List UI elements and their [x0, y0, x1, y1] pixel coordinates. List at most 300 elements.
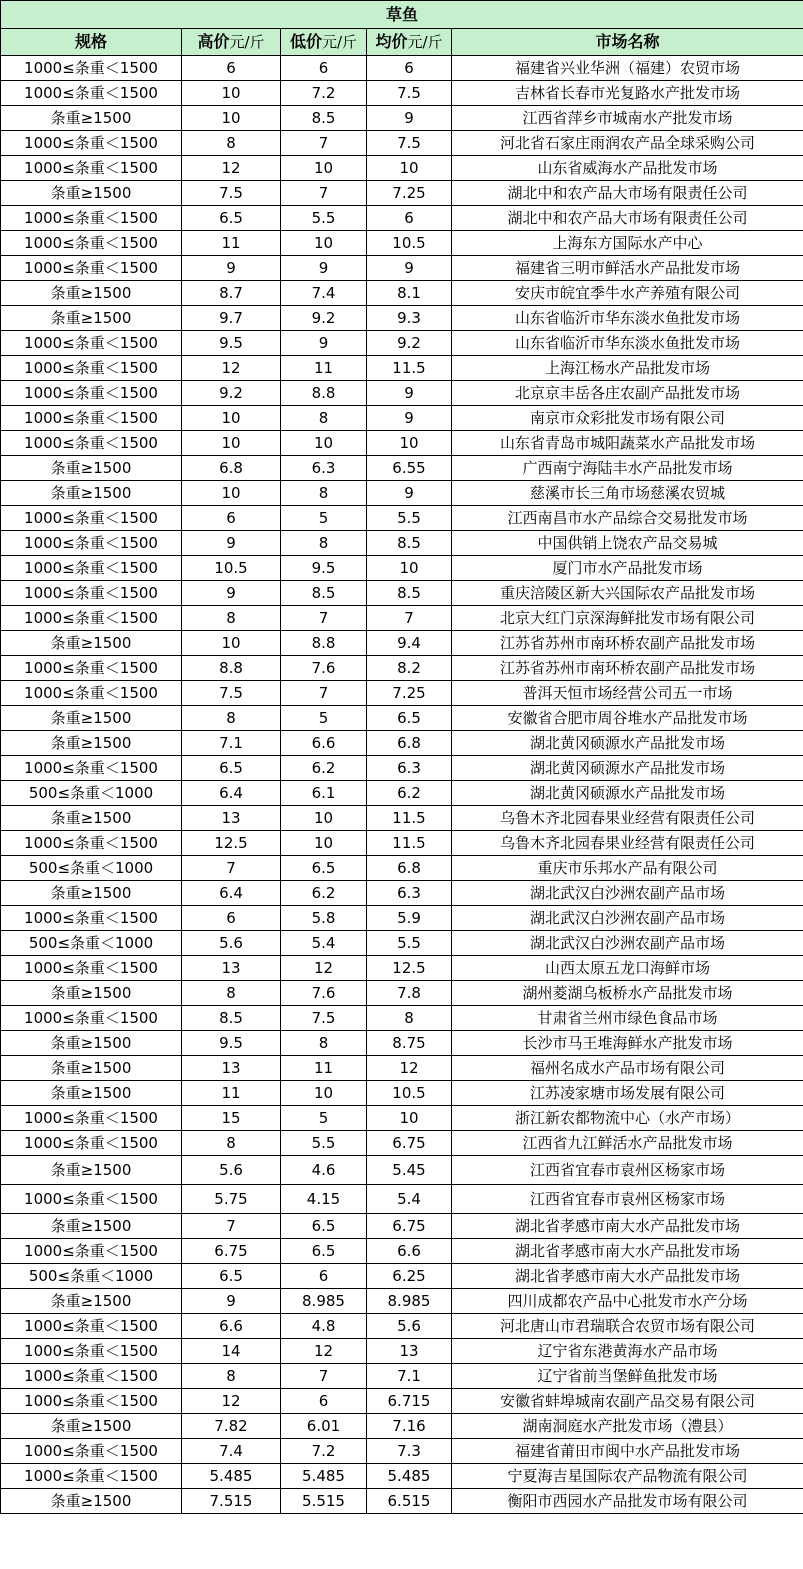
cell-avg-price: 9 [367, 106, 452, 131]
cell-spec: 1000≤条重＜1500 [1, 581, 182, 606]
cell-high-price: 9.2 [182, 381, 281, 406]
cell-high-price: 14 [182, 1339, 281, 1364]
cell-spec: 1000≤条重＜1500 [1, 381, 182, 406]
cell-low-price: 8.985 [281, 1289, 367, 1314]
table-row [1, 806, 803, 831]
cell-low-price: 8 [281, 481, 367, 506]
cell-avg-price: 9 [367, 406, 452, 431]
cell-low-price: 6 [281, 1264, 367, 1289]
cell-spec: 1000≤条重＜1500 [1, 1006, 182, 1031]
table-row [1, 381, 803, 406]
cell-avg-price: 9 [367, 256, 452, 281]
cell-market: 湖北中和农产品大市场有限责任公司 [452, 181, 803, 206]
cell-low-price: 5.5 [281, 206, 367, 231]
cell-spec: 1000≤条重＜1500 [1, 1131, 182, 1156]
cell-low-price: 7.4 [281, 281, 367, 306]
cell-spec: 1000≤条重＜1500 [1, 56, 182, 81]
cell-spec: 1000≤条重＜1500 [1, 1464, 182, 1489]
cell-low-price: 8.8 [281, 381, 367, 406]
cell-high-price: 6.8 [182, 456, 281, 481]
title-row [1, 1, 803, 29]
cell-low-price: 8.8 [281, 631, 367, 656]
cell-spec: 500≤条重＜1000 [1, 781, 182, 806]
cell-avg-price: 5.485 [367, 1464, 452, 1489]
cell-avg-price: 11.5 [367, 806, 452, 831]
cell-market: 乌鲁木齐北园春果业经营有限责任公司 [452, 831, 803, 856]
cell-avg-price: 6.8 [367, 856, 452, 881]
cell-low-price: 6.2 [281, 881, 367, 906]
cell-high-price: 6.5 [182, 206, 281, 231]
cell-high-price: 10 [182, 631, 281, 656]
cell-spec: 1000≤条重＜1500 [1, 1439, 182, 1464]
cell-avg-price: 5.4 [367, 1185, 452, 1214]
cell-spec: 1000≤条重＜1500 [1, 356, 182, 381]
cell-spec: 1000≤条重＜1500 [1, 681, 182, 706]
cell-spec: 1000≤条重＜1500 [1, 606, 182, 631]
cell-high-price: 12 [182, 1389, 281, 1414]
cell-high-price: 7.4 [182, 1439, 281, 1464]
table-row [1, 206, 803, 231]
cell-high-price: 13 [182, 806, 281, 831]
cell-market: 山西太原五龙口海鲜市场 [452, 956, 803, 981]
header-spec: 规格 [1, 29, 182, 56]
cell-avg-price: 6.5 [367, 706, 452, 731]
cell-avg-price: 12.5 [367, 956, 452, 981]
cell-market: 长沙市马王堆海鲜水产批发市场 [452, 1031, 803, 1056]
cell-avg-price: 10 [367, 156, 452, 181]
cell-market: 辽宁省东港黄海水产品市场 [452, 1339, 803, 1364]
cell-low-price: 7 [281, 1364, 367, 1389]
cell-spec: 1000≤条重＜1500 [1, 81, 182, 106]
cell-spec: 1000≤条重＜1500 [1, 1314, 182, 1339]
cell-high-price: 9 [182, 581, 281, 606]
cell-high-price: 8.8 [182, 656, 281, 681]
header-avg-label: 均价 [375, 32, 408, 51]
cell-spec: 1000≤条重＜1500 [1, 1339, 182, 1364]
cell-market: 安徽省蚌埠城南农副产品交易有限公司 [452, 1389, 803, 1414]
table-row [1, 431, 803, 456]
cell-high-price: 5.485 [182, 1464, 281, 1489]
cell-market: 湖北中和农产品大市场有限责任公司 [452, 206, 803, 231]
cell-low-price: 5 [281, 1106, 367, 1131]
cell-low-price: 7 [281, 131, 367, 156]
cell-spec: 500≤条重＜1000 [1, 931, 182, 956]
cell-high-price: 6 [182, 56, 281, 81]
cell-low-price: 10 [281, 231, 367, 256]
table-row [1, 906, 803, 931]
table-row [1, 481, 803, 506]
cell-avg-price: 6.515 [367, 1489, 452, 1514]
table-row [1, 1056, 803, 1081]
table-row [1, 681, 803, 706]
cell-low-price: 10 [281, 831, 367, 856]
cell-market: 厦门市水产品批发市场 [452, 556, 803, 581]
table-row [1, 1006, 803, 1031]
cell-market: 湖北省孝感市南大水产品批发市场 [452, 1239, 803, 1264]
header-low-label: 低价 [289, 32, 322, 51]
cell-low-price: 5.8 [281, 906, 367, 931]
cell-market: 山东省威海水产品批发市场 [452, 156, 803, 181]
cell-avg-price: 7.5 [367, 131, 452, 156]
cell-low-price: 5.485 [281, 1464, 367, 1489]
cell-low-price: 4.6 [281, 1156, 367, 1185]
table-row [1, 1464, 803, 1489]
cell-avg-price: 8.5 [367, 531, 452, 556]
cell-spec: 1000≤条重＜1500 [1, 206, 182, 231]
cell-avg-price: 7.1 [367, 1364, 452, 1389]
cell-high-price: 7.515 [182, 1489, 281, 1514]
table-row [1, 856, 803, 881]
table-row [1, 831, 803, 856]
table-row [1, 1289, 803, 1314]
cell-market: 江苏凌家塘市场发展有限公司 [452, 1081, 803, 1106]
table-row [1, 981, 803, 1006]
cell-high-price: 9.5 [182, 331, 281, 356]
cell-high-price: 6.75 [182, 1239, 281, 1264]
cell-avg-price: 8.2 [367, 656, 452, 681]
cell-high-price: 12 [182, 356, 281, 381]
cell-low-price: 7.2 [281, 81, 367, 106]
cell-spec: 条重≥1500 [1, 1081, 182, 1106]
table-row [1, 1214, 803, 1239]
cell-market: 河北省石家庄雨润农产品全球采购公司 [452, 131, 803, 156]
table-row [1, 556, 803, 581]
table-row [1, 1414, 803, 1439]
cell-market: 湖北黄冈硕源水产品批发市场 [452, 756, 803, 781]
cell-high-price: 7.5 [182, 681, 281, 706]
cell-high-price: 9.7 [182, 306, 281, 331]
cell-market: 江苏省苏州市南环桥农副产品批发市场 [452, 631, 803, 656]
cell-high-price: 6.4 [182, 881, 281, 906]
cell-spec: 条重≥1500 [1, 1489, 182, 1514]
table-row [1, 531, 803, 556]
cell-avg-price: 5.45 [367, 1156, 452, 1185]
cell-low-price: 9 [281, 256, 367, 281]
table-row [1, 581, 803, 606]
cell-spec: 条重≥1500 [1, 1156, 182, 1185]
cell-high-price: 9 [182, 256, 281, 281]
cell-low-price: 6.5 [281, 856, 367, 881]
cell-spec: 1000≤条重＜1500 [1, 556, 182, 581]
cell-market: 湖北武汉白沙洲农副产品市场 [452, 931, 803, 956]
cell-avg-price: 8.75 [367, 1031, 452, 1056]
cell-market: 江西省宜春市袁州区杨家市场 [452, 1156, 803, 1185]
table-row [1, 1185, 803, 1214]
table-row [1, 106, 803, 131]
cell-high-price: 12 [182, 156, 281, 181]
cell-avg-price: 9 [367, 481, 452, 506]
cell-spec: 条重≥1500 [1, 1289, 182, 1314]
cell-low-price: 6.5 [281, 1214, 367, 1239]
cell-market: 湖南洞庭水产批发市场（澧县） [452, 1414, 803, 1439]
cell-high-price: 8 [182, 1131, 281, 1156]
cell-avg-price: 11.5 [367, 831, 452, 856]
cell-high-price: 5.6 [182, 1156, 281, 1185]
cell-low-price: 5 [281, 506, 367, 531]
cell-market: 上海东方国际水产中心 [452, 231, 803, 256]
cell-low-price: 11 [281, 356, 367, 381]
cell-high-price: 8 [182, 981, 281, 1006]
cell-avg-price: 10 [367, 1106, 452, 1131]
cell-high-price: 10 [182, 106, 281, 131]
cell-high-price: 11 [182, 231, 281, 256]
cell-spec: 条重≥1500 [1, 481, 182, 506]
cell-low-price: 9.5 [281, 556, 367, 581]
cell-market: 广西南宁海陆丰水产品批发市场 [452, 456, 803, 481]
cell-low-price: 6.5 [281, 1239, 367, 1264]
table-row [1, 281, 803, 306]
cell-market: 上海江杨水产品批发市场 [452, 356, 803, 381]
cell-avg-price: 10.5 [367, 231, 452, 256]
cell-avg-price: 10.5 [367, 1081, 452, 1106]
table-body [1, 56, 803, 1514]
cell-low-price: 5.515 [281, 1489, 367, 1514]
cell-high-price: 11 [182, 1081, 281, 1106]
table-row [1, 1106, 803, 1131]
cell-avg-price: 7.3 [367, 1439, 452, 1464]
cell-high-price: 13 [182, 956, 281, 981]
cell-spec: 1000≤条重＜1500 [1, 431, 182, 456]
table-row [1, 256, 803, 281]
cell-avg-price: 7.5 [367, 81, 452, 106]
cell-avg-price: 7.8 [367, 981, 452, 1006]
cell-low-price: 7 [281, 681, 367, 706]
cell-market: 山东省青岛市城阳蔬菜水产品批发市场 [452, 431, 803, 456]
cell-low-price: 6 [281, 56, 367, 81]
cell-spec: 1000≤条重＜1500 [1, 531, 182, 556]
cell-spec: 条重≥1500 [1, 1056, 182, 1081]
cell-avg-price: 6.3 [367, 881, 452, 906]
cell-market: 河北唐山市君瑞联合农贸市场有限公司 [452, 1314, 803, 1339]
table-row [1, 631, 803, 656]
cell-avg-price: 10 [367, 431, 452, 456]
cell-low-price: 6.01 [281, 1414, 367, 1439]
cell-low-price: 8 [281, 531, 367, 556]
cell-market: 重庆涪陵区新大兴国际农产品批发市场 [452, 581, 803, 606]
cell-high-price: 9 [182, 531, 281, 556]
table-row [1, 306, 803, 331]
cell-spec: 1000≤条重＜1500 [1, 906, 182, 931]
cell-avg-price: 7 [367, 606, 452, 631]
header-avg-unit: 元/斤 [407, 33, 443, 51]
cell-spec: 条重≥1500 [1, 281, 182, 306]
header-row [1, 29, 803, 56]
cell-high-price: 10 [182, 406, 281, 431]
cell-market: 四川成都农产品中心批发市水产分场 [452, 1289, 803, 1314]
cell-low-price: 5.5 [281, 1131, 367, 1156]
cell-spec: 条重≥1500 [1, 981, 182, 1006]
table-row [1, 1264, 803, 1289]
table-row [1, 331, 803, 356]
cell-high-price: 10.5 [182, 556, 281, 581]
cell-avg-price: 6.715 [367, 1389, 452, 1414]
cell-low-price: 7 [281, 181, 367, 206]
cell-high-price: 7 [182, 1214, 281, 1239]
cell-avg-price: 10 [367, 556, 452, 581]
cell-market: 重庆市乐邦水产品有限公司 [452, 856, 803, 881]
cell-spec: 条重≥1500 [1, 1414, 182, 1439]
table-row [1, 1364, 803, 1389]
cell-low-price: 7.5 [281, 1006, 367, 1031]
cell-market: 江西省九江鲜活水产品批发市场 [452, 1131, 803, 1156]
cell-spec: 1000≤条重＜1500 [1, 1389, 182, 1414]
table-row [1, 1131, 803, 1156]
cell-high-price: 9 [182, 1289, 281, 1314]
cell-avg-price: 5.5 [367, 506, 452, 531]
cell-avg-price: 9.3 [367, 306, 452, 331]
table-row [1, 231, 803, 256]
cell-low-price: 6 [281, 1389, 367, 1414]
cell-high-price: 8 [182, 131, 281, 156]
cell-avg-price: 7.25 [367, 681, 452, 706]
table-row [1, 1239, 803, 1264]
cell-market: 中国供销上饶农产品交易城 [452, 531, 803, 556]
cell-spec: 条重≥1500 [1, 306, 182, 331]
cell-market: 江西省萍乡市城南水产批发市场 [452, 106, 803, 131]
cell-high-price: 7 [182, 856, 281, 881]
table-row [1, 1081, 803, 1106]
cell-spec: 1000≤条重＜1500 [1, 1364, 182, 1389]
cell-market: 福建省三明市鲜活水产品批发市场 [452, 256, 803, 281]
table-row [1, 781, 803, 806]
cell-avg-price: 11.5 [367, 356, 452, 381]
cell-high-price: 10 [182, 81, 281, 106]
cell-avg-price: 6 [367, 206, 452, 231]
cell-market: 安徽省合肥市周谷堆水产品批发市场 [452, 706, 803, 731]
cell-spec: 1000≤条重＜1500 [1, 331, 182, 356]
cell-avg-price: 9.2 [367, 331, 452, 356]
cell-avg-price: 6.25 [367, 1264, 452, 1289]
cell-low-price: 12 [281, 1339, 367, 1364]
cell-spec: 1000≤条重＜1500 [1, 831, 182, 856]
table-row [1, 706, 803, 731]
cell-avg-price: 8.5 [367, 581, 452, 606]
cell-spec: 条重≥1500 [1, 881, 182, 906]
cell-avg-price: 6.6 [367, 1239, 452, 1264]
cell-low-price: 7 [281, 606, 367, 631]
cell-low-price: 4.15 [281, 1185, 367, 1214]
cell-spec: 条重≥1500 [1, 1214, 182, 1239]
cell-market: 福建省兴业华洲（福建）农贸市场 [452, 56, 803, 81]
table-row [1, 656, 803, 681]
table-row [1, 156, 803, 181]
cell-market: 北京京丰岳各庄农副产品批发市场 [452, 381, 803, 406]
table-row [1, 1314, 803, 1339]
cell-low-price: 6.1 [281, 781, 367, 806]
table-row [1, 1439, 803, 1464]
cell-high-price: 8.5 [182, 1006, 281, 1031]
table-row [1, 931, 803, 956]
cell-market: 湖北省孝感市南大水产品批发市场 [452, 1264, 803, 1289]
header-high-price [182, 29, 281, 56]
cell-high-price: 8.7 [182, 281, 281, 306]
table-row [1, 881, 803, 906]
cell-spec: 500≤条重＜1000 [1, 1264, 182, 1289]
cell-low-price: 6.3 [281, 456, 367, 481]
cell-low-price: 8.5 [281, 581, 367, 606]
cell-spec: 1000≤条重＜1500 [1, 156, 182, 181]
table-row [1, 506, 803, 531]
cell-avg-price: 13 [367, 1339, 452, 1364]
cell-market: 北京大红门京深海鲜批发市场有限公司 [452, 606, 803, 631]
cell-low-price: 7.6 [281, 656, 367, 681]
cell-high-price: 6.4 [182, 781, 281, 806]
table-row [1, 756, 803, 781]
cell-spec: 条重≥1500 [1, 181, 182, 206]
cell-spec: 1000≤条重＜1500 [1, 956, 182, 981]
table-row [1, 181, 803, 206]
cell-market: 浙江新农都物流中心（水产市场） [452, 1106, 803, 1131]
cell-avg-price: 6.3 [367, 756, 452, 781]
cell-market: 江西南昌市水产品综合交易批发市场 [452, 506, 803, 531]
cell-market: 福州名成水产品市场有限公司 [452, 1056, 803, 1081]
cell-avg-price: 7.16 [367, 1414, 452, 1439]
table-row [1, 131, 803, 156]
cell-avg-price: 7.25 [367, 181, 452, 206]
cell-market: 吉林省长春市光复路水产批发市场 [452, 81, 803, 106]
cell-spec: 1000≤条重＜1500 [1, 506, 182, 531]
cell-avg-price: 6.8 [367, 731, 452, 756]
cell-low-price: 5 [281, 706, 367, 731]
cell-avg-price: 6 [367, 56, 452, 81]
cell-spec: 条重≥1500 [1, 706, 182, 731]
cell-avg-price: 5.5 [367, 931, 452, 956]
cell-low-price: 12 [281, 956, 367, 981]
cell-market: 湖北黄冈硕源水产品批发市场 [452, 781, 803, 806]
cell-low-price: 10 [281, 156, 367, 181]
cell-market: 慈溪市长三角市场慈溪农贸城 [452, 481, 803, 506]
cell-low-price: 9 [281, 331, 367, 356]
cell-low-price: 9.2 [281, 306, 367, 331]
cell-spec: 500≤条重＜1000 [1, 856, 182, 881]
cell-avg-price: 6.75 [367, 1214, 452, 1239]
table-row [1, 456, 803, 481]
cell-market: 衡阳市西园水产品批发市场有限公司 [452, 1489, 803, 1514]
cell-spec: 1000≤条重＜1500 [1, 256, 182, 281]
cell-spec: 1000≤条重＜1500 [1, 406, 182, 431]
cell-market: 江西省宜春市袁州区杨家市场 [452, 1185, 803, 1214]
cell-high-price: 6.5 [182, 756, 281, 781]
cell-high-price: 10 [182, 431, 281, 456]
cell-high-price: 9.5 [182, 1031, 281, 1056]
cell-market: 湖北省孝感市南大水产品批发市场 [452, 1214, 803, 1239]
cell-spec: 条重≥1500 [1, 456, 182, 481]
cell-high-price: 6.5 [182, 1264, 281, 1289]
cell-high-price: 7.1 [182, 731, 281, 756]
cell-low-price: 10 [281, 806, 367, 831]
cell-avg-price: 6.75 [367, 1131, 452, 1156]
cell-low-price: 6.6 [281, 731, 367, 756]
cell-avg-price: 8 [367, 1006, 452, 1031]
cell-high-price: 10 [182, 481, 281, 506]
cell-high-price: 8 [182, 606, 281, 631]
header-market: 市场名称 [452, 29, 803, 56]
table-title: 草鱼 [1, 1, 803, 29]
table-row [1, 956, 803, 981]
cell-avg-price: 5.9 [367, 906, 452, 931]
cell-low-price: 5.4 [281, 931, 367, 956]
cell-avg-price: 5.6 [367, 1314, 452, 1339]
cell-market: 安庆市皖宜季牛水产养殖有限公司 [452, 281, 803, 306]
header-high-unit: 元/斤 [229, 33, 265, 51]
table-row [1, 1031, 803, 1056]
cell-low-price: 6.2 [281, 756, 367, 781]
cell-spec: 1000≤条重＜1500 [1, 656, 182, 681]
cell-spec: 1000≤条重＜1500 [1, 131, 182, 156]
cell-spec: 1000≤条重＜1500 [1, 1239, 182, 1264]
cell-spec: 条重≥1500 [1, 631, 182, 656]
cell-low-price: 10 [281, 431, 367, 456]
